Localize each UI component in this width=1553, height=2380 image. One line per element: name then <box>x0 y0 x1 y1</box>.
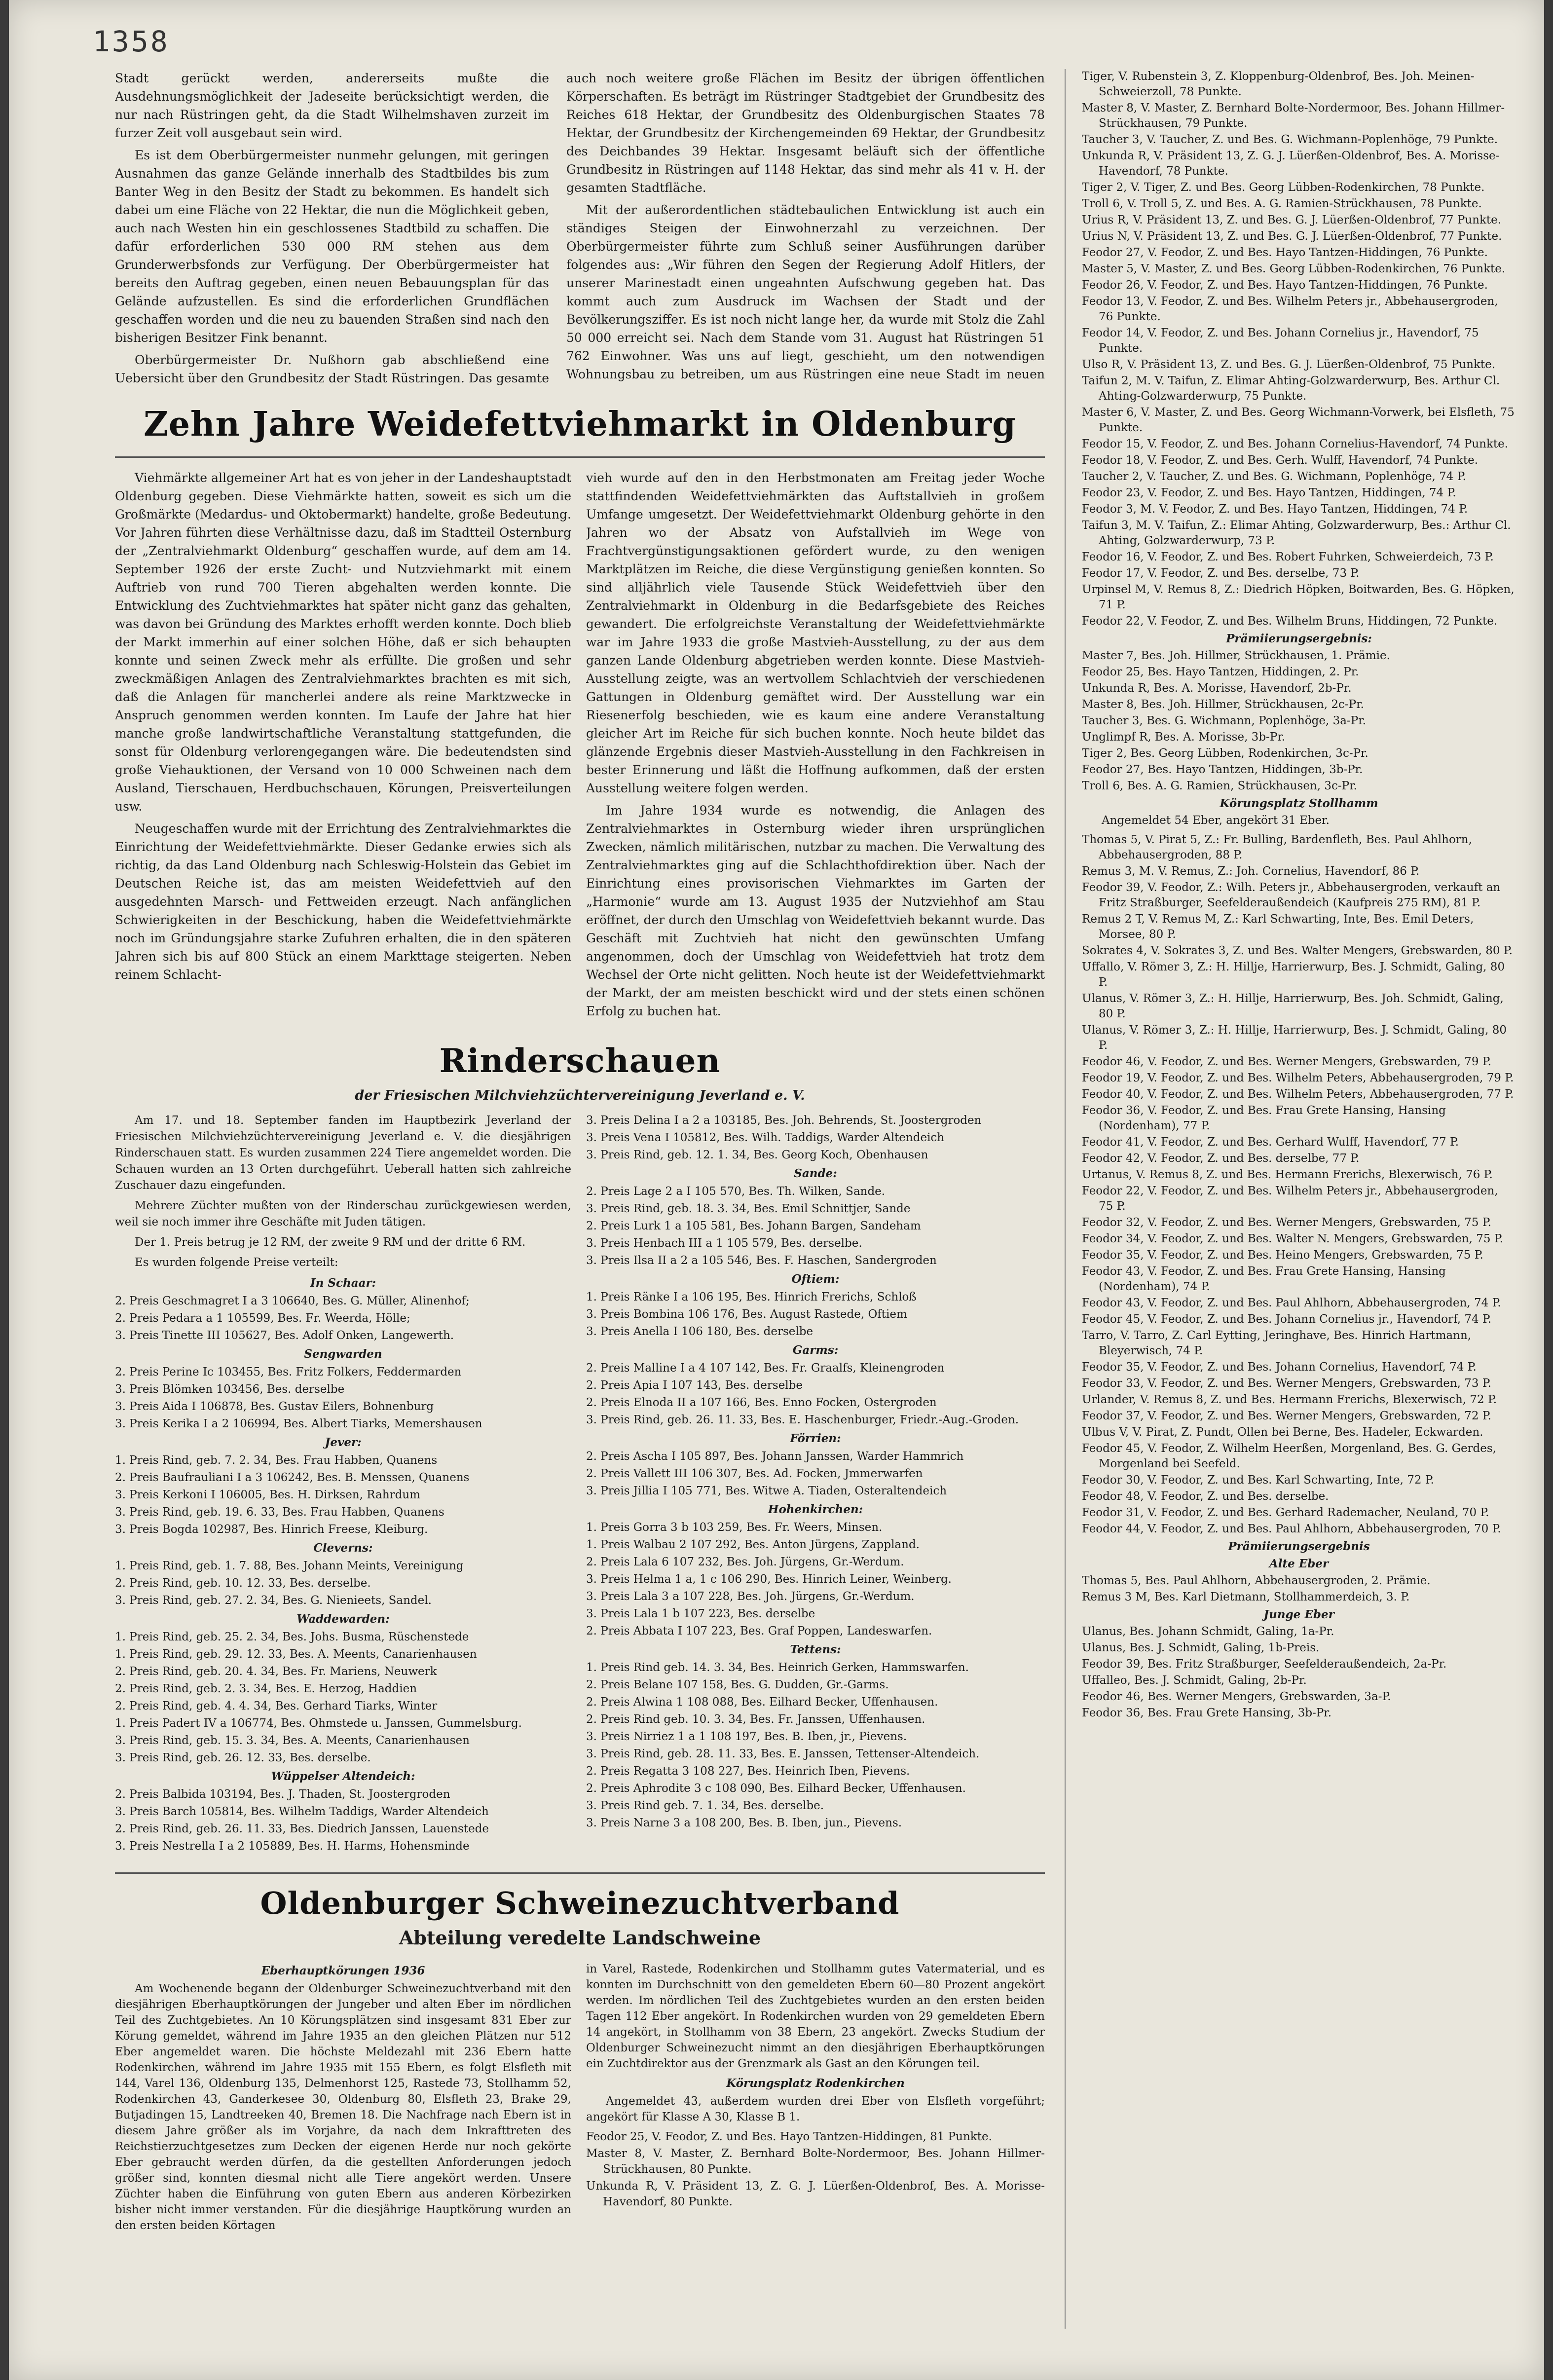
list-entry: Feodor 44, V. Feodor, Z. und Bes. Paul Ahlhorn, Abbehausergroden, 70 P. <box>1082 1523 1501 1535</box>
list-entry: Feodor 31, V. Feodor, Z. und Bes. Gerhard Rademacher, Neuland, 70 P. <box>1082 1506 1489 1519</box>
paragraph: Es ist dem Oberbürgermeister nunmehr gelungen, mit geringen Ausnahmen das ganze Gelände innerhalb des Stadtbildes bis zum Banter Weg in den Besitz der Stadt zu bekommen. Es handelt sich dabei um eine Fläche von 22 Hektar, die nun die Möglichkeit geben, auch nach Westen hin ein geschlossenes Stadtbild zu schaffen. Die dafür erforderlichen 530 000 RM stehen aus dem Grunderwerbsfonds zur Verfügung. Der Oberbürgermeister hat bereits den Auftrag gegeben, einen neuen Bebauungsplan für das Gelände aufzustellen. Es sind die erforderlichen Grundflächen geschaffen worden und die neu zu bauenden Straßen sind nach den bisherigen Besitzer Fink benannt. <box>115 148 549 345</box>
entry-list <box>115 1629 571 1766</box>
list-entry: 3. Preis Nestrella I a 2 105889, Bes. H. Harms, Hohensminde <box>115 1840 470 1853</box>
list-entry: Feodor 39, Bes. Fritz Straßburger, Seefelderaußendeich, 2a-Pr. <box>1082 1658 1447 1671</box>
paragraph: Angemeldet 54 Eber, angekört 31 Eber. <box>1102 814 1330 827</box>
list-entry: Feodor 46, Bes. Werner Mengers, Grebswarden, 3a-P. <box>1082 1690 1391 1703</box>
list-entry: 1. Preis Ränke I a 106 195, Bes. Hinrich Frerichs, Schloß <box>586 1291 917 1303</box>
list-entry: 2. Preis Malline I a 4 107 142, Bes. Fr. Graalfs, Kleinengroden <box>586 1362 945 1375</box>
entry-list <box>586 1184 1045 1269</box>
entry-list <box>586 2129 1045 2210</box>
entry-list <box>115 1364 571 1432</box>
list-entry: Tarro, V. Tarro, Z. Carl Eytting, Jeringhave, Bes. Hinrich Hartmann, Bleyerwisch, 74 P. <box>1082 1329 1472 1357</box>
list-entry: Uffalleo, Bes. J. Schmidt, Galing, 2b-Pr. <box>1082 1674 1307 1687</box>
headline-weidefettviehmarkt: Zehn Jahre Weidefettviehmarkt in Oldenburg <box>144 405 1016 444</box>
newspaper-page <box>9 0 1544 2380</box>
list-entry: 3. Preis Helma 1 a, 1 c 106 290, Bes. Hinrich Leiner, Weinberg. <box>586 1573 952 1586</box>
list-entry: Troll 6, V. Troll 5, Z. und Bes. A. G. Ramien-Strückhausen, 78 Punkte. <box>1082 197 1482 210</box>
list-entry: Feodor 22, V. Feodor, Z. und Bes. Wilhelm Bruns, Hiddingen, 72 Punkte. <box>1082 615 1498 628</box>
list-entry: Remus 2 T, V. Remus M, Z.: Karl Schwarting, Inte, Bes. Emil Deters, Morsee, 80 P. <box>1082 913 1474 941</box>
entry-list <box>586 1360 1045 1428</box>
list-entry: Feodor 48, V. Feodor, Z. und Bes. derselbe. <box>1082 1490 1329 1503</box>
list-entry: Feodor 40, V. Feodor, Z. und Bes. Wilhelm Peters, Abbehausergroden, 77 P. <box>1082 1088 1514 1101</box>
entry-list <box>1082 648 1516 794</box>
list-entry: Master 6, V. Master, Z. und Bes. Georg Wichmann-Vorwerk, bei Elsfleth, 75 Punkte. <box>1082 406 1515 434</box>
list-entry: Master 5, V. Master, Z. und Bes. Georg Lübben-Rodenkirchen, 76 Punkte. <box>1082 262 1506 275</box>
list-entry: Feodor 19, V. Feodor, Z. und Bes. Wilhelm Peters, Abbehausergroden, 79 P. <box>1082 1072 1514 1084</box>
list-entry: 1. Preis Rind, geb. 25. 2. 34, Bes. Johs. Busma, Rüschenstede <box>115 1631 469 1643</box>
list-entry: Feodor 43, V. Feodor, Z. und Bes. Frau Grete Hansing, Hansing (Nordenham), 74 P. <box>1082 1265 1446 1293</box>
list-entry: Feodor 36, Bes. Frau Grete Hansing, 3b-Pr. <box>1082 1707 1332 1719</box>
list-entry: Feodor 39, V. Feodor, Z.: Wilh. Peters jr., Abbehausergroden, verkauft an Fritz Straßburger, Seefelderaußendeich (Kaufpreis 275 RM), 81 P. <box>1082 881 1501 909</box>
list-entry: Feodor 22, V. Feodor, Z. und Bes. Wilhelm Peters jr., Abbehausergroden, 75 P. <box>1082 1185 1498 1213</box>
entry-list <box>586 1113 1045 1163</box>
list-entry: Feodor 14, V. Feodor, Z. und Bes. Johann Cornelius jr., Havendorf, 75 Punkte. <box>1082 327 1479 355</box>
right-listing-column <box>1082 69 1516 2339</box>
weidefett-left-column <box>115 469 571 1019</box>
location-heading: Tettens: <box>790 1643 841 1656</box>
subhead-rinderschauen: der Friesischen Milchviehzüchtervereinigung Jeverland e. V. <box>355 1088 805 1103</box>
list-entry: 2. Preis Geschmagret I a 3 106640, Bes. G. Müller, Alinenhof; <box>115 1295 470 1307</box>
column-divider <box>1065 69 1066 2329</box>
list-entry: 3. Preis Rind, geb. 18. 3. 34, Bes. Emil Schnittjer, Sande <box>586 1202 911 1215</box>
list-entry: Feodor 13, V. Feodor, Z. und Bes. Wilhelm Peters jr., Abbehausergroden, 76 Punkte. <box>1082 295 1498 323</box>
entry-list <box>1082 69 1516 629</box>
top-left-article <box>115 69 549 385</box>
paragraph: Stadt gerückt werden, andererseits mußte die Ausdehnungsmöglichkeit der Jadeseite berücksichtigt werden, die nur nach Rüstringen geht, da die Stadt Wilhelmshaven zurzeit im furzer Zeit voll ausgebaut sein wird. <box>115 71 549 140</box>
list-entry: 2. Preis Apia I 107 143, Bes. derselbe <box>586 1379 803 1392</box>
paragraph: auch noch weitere große Flächen im Besitz der übrigen öffentlichen Körperschaften. Es beträgt im Rüstringer Stadtgebiet der Grundbesitz des Reiches 618 Hektar, der Grundbesitz des Oldenburgischen Staates 78 Hektar, der Grundbesitz der Kirchengemeinden 69 Hektar, der Grundbesitz des Deichbandes 39 Hektar. Insgesamt beläuft sich der öffentliche Grundbesitz in Rüstringen auf 1148 Hektar, das sind mehr als 41 v. H. der gesamten Stadtfläche. <box>566 71 1045 195</box>
rinder-left-column <box>115 1113 571 1867</box>
location-heading: Förrien: <box>790 1432 841 1445</box>
list-entry: Tiger 2, Bes. Georg Lübben, Rodenkirchen, 3c-Pr. <box>1082 747 1368 760</box>
entry-list <box>586 1289 1045 1340</box>
list-entry: Feodor 25, Bes. Hayo Tantzen, Hiddingen, 2. Pr. <box>1082 666 1359 678</box>
location-heading: Garms: <box>792 1343 839 1357</box>
list-entry: 1. Preis Rind, geb. 1. 7. 88, Bes. Johann Meints, Vereinigung <box>115 1560 464 1572</box>
headline-rinderschauen: Rinderschauen <box>439 1041 721 1080</box>
paragraph: in Varel, Rastede, Rodenkirchen und Stollhamm gutes Vatermaterial, und es konnten im Durchschnitt von den gemeldeten Ebern 60—80 Prozent angekört werden. Im nördlichen Teil des Zuchtgebietes wurden an den ersten beiden Tagen 112 Eber angekört. In Rodenkirchen wurden von 29 gemeldeten Ebern 14 angekört, in Stollhamm von 38 Ebern, 23 angekört. Zwecks Studium der Oldenburger Schweinezucht nimmt an den diesjährigen Eberhauptkörungen ein Zuchtdirektor aus der Grenzmark als Gast an den Körungen teil. <box>586 1963 1045 2070</box>
list-entry: 3. Preis Narne 3 a 108 200, Bes. B. Iben, jun., Pievens. <box>586 1817 902 1829</box>
list-entry: 2. Preis Balbida 103194, Bes. J. Thaden, St. Joostergroden <box>115 1788 450 1801</box>
list-entry: Urius R, V. Präsident 13, Z. und Bes. G. J. Lüerßen-Oldenbrof, 77 Punkte. <box>1082 214 1502 226</box>
top-middle-article <box>566 69 1045 385</box>
list-entry: 2. Preis Abbata I 107 223, Bes. Graf Poppen, Landeswarfen. <box>586 1625 932 1637</box>
list-entry: Feodor 45, V. Feodor, Z. und Bes. Johann Cornelius jr., Havendorf, 74 P. <box>1082 1313 1492 1326</box>
schwein-left-column <box>115 1961 571 2346</box>
list-entry: Feodor 35, V. Feodor, Z. und Bes. Heino Mengers, Grebswarden, 75 P. <box>1082 1249 1483 1262</box>
entry-list <box>115 1452 571 1538</box>
list-entry: 3. Preis Rind, geb. 15. 3. 34, Bes. A. Meents, Canarienhausen <box>115 1734 470 1747</box>
list-entry: 3. Preis Anella I 106 180, Bes. derselbe <box>586 1325 813 1338</box>
list-entry: Feodor 33, V. Feodor, Z. und Bes. Werner Mengers, Grebswarden, 73 P. <box>1082 1377 1491 1390</box>
list-entry: 3. Preis Rind, geb. 19. 6. 33, Bes. Frau Habben, Quanens <box>115 1506 444 1519</box>
list-entry: 1. Preis Rind geb. 14. 3. 34, Bes. Heinrich Gerken, Hammswarfen. <box>586 1661 969 1674</box>
list-entry: 3. Preis Rind, geb. 12. 1. 34, Bes. Georg Koch, Obenhausen <box>586 1149 928 1161</box>
list-entry: 3. Preis Lala 3 a 107 228, Bes. Joh. Jürgens, Gr.-Werdum. <box>586 1590 915 1603</box>
list-entry: 3. Preis Tinette III 105627, Bes. Adolf Onken, Langewerth. <box>115 1329 454 1342</box>
entry-list <box>586 1520 1045 1639</box>
list-entry: Feodor 34, V. Feodor, Z. und Bes. Walter N. Mengers, Grebswarden, 75 P. <box>1082 1232 1503 1245</box>
list-entry: Feodor 3, M. V. Feodor, Z. und Bes. Hayo Tantzen, Hiddingen, 74 P. <box>1082 503 1468 516</box>
list-entry: 3. Preis Rind, geb. 26. 12. 33, Bes. derselbe. <box>115 1751 371 1764</box>
list-entry: Feodor 18, V. Feodor, Z. und Bes. Gerh. Wulff, Havendorf, 74 Punkte. <box>1082 454 1479 467</box>
list-entry: 3. Preis Ilsa II a 2 a 105 546, Bes. F. Haschen, Sandergroden <box>586 1254 937 1267</box>
list-entry: Feodor 27, V. Feodor, Z. und Bes. Hayo Tantzen-Hiddingen, 76 Punkte. <box>1082 246 1488 259</box>
schwein-right-column <box>586 1961 1045 2346</box>
list-entry: 3. Preis Bombina 106 176, Bes. August Rastede, Oftiem <box>586 1308 907 1321</box>
list-entry: Taucher 3, V. Taucher, Z. und Bes. G. Wichmann-Poplenhöge, 79 Punkte. <box>1082 133 1498 146</box>
list-entry: Feodor 26, V. Feodor, Z. und Bes. Hayo Tantzen-Hiddingen, 76 Punkte. <box>1082 279 1488 292</box>
list-entry: 3. Preis Rind, geb. 28. 11. 33, Bes. E. Janssen, Tettenser-Altendeich. <box>586 1748 980 1760</box>
list-entry: 2. Preis Belane 107 158, Bes. G. Dudden, Gr.-Garms. <box>586 1678 889 1691</box>
list-entry: 3. Preis Jillia I 105 771, Bes. Witwe A. Tiaden, Osteraltendeich <box>586 1485 947 1497</box>
paragraph: Am Wochenende begann der Oldenburger Schweinezuchtverband mit den diesjährigen Eberhauptkörungen der Jungeber und alten Eber im nördlichen Teil des Zuchtgebietes. An 10 Körungsplätzen sind insgesamt 831 Eber zur Körung gemeldet, während im Jahre 1935 an den gleichen Plätzen nur 512 Eber angemeldet waren. Die höchste Meldezahl mit 236 Ebern hatte Rodenkirchen, während im Jahre 1935 mit 155 Ebern, es folgt Elsfleth mit 144, Varel 136, Oldenburg 135, Delmenhorst 125, Rastede 73, Stollhamm 52, Rodenkirchen 43, Ganderkesee 30, Oldenburg 80, Elsfleth 23, Brake 29, Butjadingen 15, Landtreeken 40, Bremen 18. Die Nachfrage nach Ebern ist in diesem Jahre größer als im Vorjahre, da nach dem Inkrafttreten des Reichstierzuchtgesetzes zum Decken der eigenen Herde nur noch gekörte Eber gebraucht werden dürfen, da die gestellten Anforderungen jedoch größer sind, konnten diesmal nicht alle Tiere angekört werden. Unsere Züchter haben die Einführung von guten Ebern aus anderen Körbezirken bisher nicht immer verstanden. Für die diesjährige Hauptkörung wurden an den ersten beiden Körtagen <box>115 1982 571 2232</box>
location-heading: Sengwarden <box>304 1347 382 1361</box>
subhead-schweinezucht: Abteilung veredelte Landschweine <box>399 1927 761 1949</box>
kicker: Eberhauptkörungen 1936 <box>261 1964 425 1977</box>
list-entry: Feodor 42, V. Feodor, Z. und Bes. derselbe, 77 P. <box>1082 1152 1360 1165</box>
paragraph: Neugeschaffen wurde mit der Errichtung des Zentralviehmarktes die Einrichtung der Weidefettviehmärkte. Dieser Gedanke erwies sich als richtig, da das Land Oldenburg nach Schleswig-Holstein das Gebiet im Deutschen Reiche ist, das am meisten Weidefettvieh auf den ausgedehnten Marsch- und Fettweiden erzeugt. Nach anfänglichen Schwierigkeiten in der Beschickung, haben die Weidefettviehmärkte noch im Gründungsjahre starke Zufuhren erhalten, die in den späteren Jahren sich bis auf 800 Stück an einem Markttage steigerten. Neben reinem Schlacht- <box>115 821 571 982</box>
paragraph: vieh wurde auf den in den Herbstmonaten am Freitag jeder Woche stattfindenden Weidefettviehmärkten das Auftstallvieh in großem Umfange umgesetzt. Der Weidefettviehmarkt Oldenburg gehörte in den Jahren wo der Absatz von Aufstallvieh im Wege von Frachtvergünstigungsaktionen gefördert wurde, zu den wenigen Marktplätzen im Reiche, die diese Vergünstigung genießen konnten. So sind alljährlich viele Tausende Stück Weidefettvieh über den Zentralviehmarkt in Oldenburg in die Bedarfsgebiete des Reiches gewandert. Die erfolgreichste Veranstaltung der Weidefettviehmärkte war im Jahre 1933 die große Mastvieh-Ausstellung, zu der aus dem ganzen Lande Oldenburg abgetrieben werden konnte. Diese Mastvieh-Ausstellung zeigte, was an wertvollem Schlachtvieh der verschiedenen Gattungen in Oldenburg gemäftet wird. Der Ausstellung war ein Riesenerfolg beschieden, wie es kaum eine andere Veranstaltung gleicher Art im Reiche für sich buchen konnte. Noch heute bildet das glänzende Ergebnis dieser Mastvieh-Ausstellung in den Fachkreisen in bester Erinnerung und läßt die Hoffnung aufkommen, daß der ersten Ausstellung weitere folgen werden. <box>586 471 1045 795</box>
location-heading: Oftiem: <box>791 1272 840 1286</box>
list-entry: 3. Preis Aida I 106878, Bes. Gustav Eilers, Bohnenburg <box>115 1400 434 1413</box>
paragraph: Mit der außerordentlichen städtebaulichen Entwicklung ist auch ein ständiges Steigen der Einwohnerzahl zu verzeichnen. Der Oberbürgermeister führte zum Schluß seiner Ausführungen darüber folgendes aus: „Wir führen den Segen der Regierung Adolf Hitlers, der unserer Marinestadt einen ungeahnten Aufschwung gegeben hat. Das kommt auch zum Ausdruck im Wachsen der Stadt und der Bevölkerungsziffer. Es ist noch nicht lange her, da wurde mit Stolz die Zahl 50 000 erreicht sei. Nach dem Stande vom 31. August hat Rüstringen 51 762 Einwohner. Was uns auf liegt, geschieht, um den notwendigen Wohnungsbau zu betreiben, um aus Rüstringen eine neue Stadt im neuen <box>566 203 1045 381</box>
location-heading: Sande: <box>794 1167 837 1180</box>
list-entry: Unkunda R, V. Präsident 13, Z. G. J. Lüerßen-Oldenbrof, Bes. A. Morisse-Havendorf, 78 Punkte. <box>1082 149 1500 178</box>
list-entry: 2. Preis Lala 6 107 232, Bes. Joh. Jürgens, Gr.-Werdum. <box>586 1556 904 1568</box>
list-entry: 1. Preis Walbau 2 107 292, Bes. Anton Jürgens, Zappland. <box>586 1538 920 1551</box>
list-entry: Feodor 23, V. Feodor, Z. und Bes. Hayo Tantzen, Hiddingen, 74 P. <box>1082 486 1456 499</box>
list-entry: 2. Preis Elnoda II a 107 166, Bes. Enno Focken, Ostergroden <box>586 1396 937 1409</box>
list-entry: 2. Preis Ascha I 105 897, Bes. Johann Janssen, Warder Hammrich <box>586 1450 964 1463</box>
location-heading: Jever: <box>325 1436 362 1449</box>
list-entry: 3. Preis Vena I 105812, Bes. Wilh. Taddigs, Warder Altendeich <box>586 1131 945 1144</box>
list-entry: Master 8, V. Master, Z. Bernhard Bolte-Nordermoor, Bes. Johann Hillmer-Strückhausen, 79 Punkte. <box>1082 102 1505 130</box>
list-entry: Thomas 5, Bes. Paul Ahlhorn, Abbehausergroden, 2. Prämie. <box>1082 1574 1431 1587</box>
list-entry: 2. Preis Rind, geb. 4. 4. 34, Bes. Gerhard Tiarks, Winter <box>115 1700 438 1712</box>
list-entry: 2. Preis Rind, geb. 26. 11. 33, Bes. Diedrich Janssen, Lauenstede <box>115 1822 489 1835</box>
paragraph: Im Jahre 1934 wurde es notwendig, die Anlagen des Zentralviehmarktes in Osternburg wieder ihren ursprünglichen Zwecken, nämlich militärischen, nutzbar zu machen. Die Verwaltung des Zentralviehmarktes ging auf die Schlachthofdirektion über. Nach der Einrichtung eines provisorischen Viehmarktes im Garten der „Harmonie“ wurde am 13. August 1935 der Nutzviehhof am Stau eröffnet, der durch den Umschlag von Weidefettvieh bekannt wurde. Das Geschäft mit Zuchtvieh hat nicht den gewünschten Umfang angenommen, doch der Umschlag von Weidefettvieh hat trotz dem Wechsel der Orte nicht gelitten. Noch heute ist der Weidefettviehmarkt der Markt, der am meisten beschickt wird und der stets einen schönen Erfolg zu buchen hat. <box>586 803 1045 1018</box>
location-heading: Körungsplatz Rodenkirchen <box>726 2077 905 2090</box>
list-entry: Feodor 25, V. Feodor, Z. und Bes. Hayo Tantzen-Hiddingen, 81 Punkte. <box>586 2130 992 2143</box>
location-heading: In Schaar: <box>310 1276 376 1290</box>
list-entry: Unkunda R, V. Präsident 13, Z. G. J. Lüerßen-Oldenbrof, Bes. A. Morisse-Havendorf, 80 Punkte. <box>586 2180 1045 2208</box>
list-entry: Feodor 45, V. Feodor, Z. Wilhelm Heerßen, Morgenland, Bes. G. Gerdes, Morgenland bei Seefeld. <box>1082 1442 1496 1470</box>
list-entry: Feodor 27, Bes. Hayo Tantzen, Hiddingen, 3b-Pr. <box>1082 763 1363 776</box>
list-entry: 2. Preis Aphrodite 3 c 108 090, Bes. Eilhard Becker, Uffenhausen. <box>586 1782 966 1795</box>
list-entry: 2. Preis Alwina 1 108 088, Bes. Eilhard Becker, Uffenhausen. <box>586 1696 938 1709</box>
list-entry: Taifun 2, M. V. Taifun, Z. Elimar Ahting-Golzwarderwurp, Bes. Arthur Cl. Ahting-Golzwarderwurp, 75 Punkte. <box>1082 374 1500 403</box>
list-entry: 3. Preis Barch 105814, Bes. Wilhelm Taddigs, Warder Altendeich <box>115 1805 489 1818</box>
list-entry: 3. Preis Lala 1 b 107 223, Bes. derselbe <box>586 1607 815 1620</box>
list-entry: 3. Preis Bogda 102987, Bes. Hinrich Freese, Kleiburg. <box>115 1523 428 1536</box>
list-entry: Master 7, Bes. Joh. Hillmer, Strückhausen, 1. Prämie. <box>1082 649 1390 662</box>
paragraph: Am 17. und 18. September fanden im Hauptbezirk Jeverland der Friesischen Milchviehzüchtervereinigung Jeverland e. V. die diesjährigen Rinderschauen statt. Es wurden zusammen 224 Tiere angemeldet worden. Die Schauen wurden an 13 Orten durchgeführt. Ueberall hatten sich zahlreiche Zuschauer dazu eingefunden. <box>115 1114 571 1192</box>
list-entry: Uffallo, V. Römer 3, Z.: H. Hillje, Harrierwurp, Bes. J. Schmidt, Galing, 80 P. <box>1082 961 1505 989</box>
paragraph: Viehmärkte allgemeiner Art hat es von jeher in der Landeshauptstadt Oldenburg gegeben. Diese Viehmärkte hatten, soweit es sich um die Großmärkte (Medardus- und Oktobermarkt) handelte, große Bedeutung. Vor Jahren führten diese Verhältnisse dazu, daß im Stadtteil Osternburg der „Zentralviehmarkt Oldenburg“ geschaffen wurde, auf dem am 14. September 1926 der erste Zucht- und Nutzviehmarkt mit einem Auftrieb von rund 700 Tieren abgehalten werden konnte. Die Entwicklung des Zuchtviehmarktes hat später nicht ganz das gehalten, was davon bei Gründung des Marktes erhofft werden konnte. Doch blieb der Markt immerhin auf einer solchen Höhe, daß er sich behaupten konnte und seinen Zweck mehr als erfüllte. Die großen und sehr zweckmäßigen Anlagen des Zentralviehmarktes brachten es mit sich, daß die Anlagen für mancherlei andere als reine Marktzwecke in Anspruch genommen werden konnten. Im Laufe der Jahre hat hier manche große landwirtschaftliche Veranstaltung stattgefunden, die sonst für Oldenburg verlorengegangen wäre. Die bedeutendsten sind große Viehauktionen, der Versand von 10 000 Schweinen nach dem Ausland, Tierschauen, Herdbuchschauen, Körungen, Preisverteilungen usw. <box>115 471 571 814</box>
list-entry: 2. Preis Pedara a 1 105599, Bes. Fr. Weerda, Hölle; <box>115 1312 410 1325</box>
list-entry: Feodor 16, V. Feodor, Z. und Bes. Robert Fuhrken, Schweierdeich, 73 P. <box>1082 551 1494 563</box>
list-entry: 2. Preis Regatta 3 108 227, Bes. Heinrich Iben, Pievens. <box>586 1765 910 1778</box>
list-entry: Taifun 3, M. V. Taifun, Z.: Elimar Ahting, Golzwarderwurp, Bes.: Arthur Cl. Ahting, Golzwarderwurp, 73 P. <box>1082 519 1511 547</box>
list-entry: 3. Preis Kerkoni I 106005, Bes. H. Dirksen, Rahrdum <box>115 1488 420 1501</box>
location-heading: Wüppelser Altendeich: <box>271 1770 415 1783</box>
headline-rule <box>115 456 1045 458</box>
location-heading: Waddewarden: <box>296 1612 390 1626</box>
list-entry: Urpinsel M, V. Remus 8, Z.: Diedrich Höpken, Boitwarden, Bes. G. Höpken, 71 P. <box>1082 583 1515 611</box>
list-entry: Feodor 30, V. Feodor, Z. und Bes. Karl Schwarting, Inte, 72 P. <box>1082 1474 1434 1487</box>
list-entry: 3. Preis Nirriez 1 a 1 108 197, Bes. B. Iben, jr., Pievens. <box>586 1730 907 1743</box>
list-entry: Ulanus, V. Römer 3, Z.: H. Hillje, Harrierwurp, Bes. J. Schmidt, Galing, 80 P. <box>1082 1024 1507 1052</box>
paragraph: Es wurden folgende Preise verteilt: <box>135 1256 338 1269</box>
location-heading: Hohenkirchen: <box>768 1503 863 1516</box>
list-entry: 3. Preis Kerika I a 2 106994, Bes. Albert Tiarks, Memershausen <box>115 1417 482 1430</box>
list-entry: Feodor 46, V. Feodor, Z. und Bes. Werner Mengers, Grebswarden, 79 P. <box>1082 1055 1491 1068</box>
list-entry: 1. Preis Rind, geb. 29. 12. 33, Bes. A. Meents, Canarienhausen <box>115 1648 477 1661</box>
list-entry: Ulanus, Bes. J. Schmidt, Galing, 1b-Preis. <box>1082 1641 1320 1654</box>
list-entry: Feodor 36, V. Feodor, Z. und Bes. Frau Grete Hansing, Hansing (Nordenham), 77 P. <box>1082 1104 1446 1132</box>
paragraph: Oberbürgermeister Dr. Nußhorn gab abschließend eine Uebersicht über den Grundbesitz der Stadt Rüstringen. Das gesamte <box>115 353 549 385</box>
entry-list <box>1082 1573 1516 1605</box>
list-entry: Unglimpf R, Bes. A. Morisse, 3b-Pr. <box>1082 731 1286 744</box>
section-rule <box>115 1872 1045 1874</box>
list-entry: Ulso R, V. Präsident 13, Z. und Bes. G. J. Lüerßen-Oldenbrof, 75 Punkte. <box>1082 358 1496 371</box>
paragraph: Angemeldet 43, außerdem wurden drei Eber von Elsfleth vorgeführt; angekört für Klasse A 30, Klasse B 1. <box>586 2095 1045 2123</box>
list-entry: Feodor 17, V. Feodor, Z. und Bes. derselbe, 73 P. <box>1082 567 1360 580</box>
page-number: 1358 <box>93 25 170 58</box>
list-entry: 3. Preis Rind geb. 7. 1. 34, Bes. derselbe. <box>586 1799 824 1812</box>
list-entry: 2. Preis Lage 2 a I 105 570, Bes. Th. Wilken, Sande. <box>586 1185 886 1198</box>
class-heading: Junge Eber <box>1263 1608 1334 1621</box>
list-entry: Remus 3 M, Bes. Karl Dietmann, Stollhammerdeich, 3. P. <box>1082 1591 1410 1603</box>
entry-list <box>586 1449 1045 1499</box>
weidefett-right-column <box>586 469 1045 1019</box>
location-heading: Cleverns: <box>313 1541 373 1555</box>
list-entry: Tiger, V. Rubenstein 3, Z. Kloppenburg-Oldenbrof, Bes. Joh. Meinen-Schweierzoll, 78 Punkte. <box>1082 70 1475 98</box>
list-entry: 1. Preis Rind, geb. 7. 2. 34, Bes. Frau Habben, Quanens <box>115 1454 438 1467</box>
list-entry: 2. Preis Rind, geb. 10. 12. 33, Bes. derselbe. <box>115 1577 371 1590</box>
list-entry: Remus 3, M. V. Remus, Z.: Joh. Cornelius, Havendorf, 86 P. <box>1082 865 1420 878</box>
list-entry: 3. Preis Henbach III a 1 105 579, Bes. derselbe. <box>586 1237 862 1250</box>
location-heading: Körungsplatz Stollhamm <box>1220 797 1378 810</box>
list-entry: Feodor 37, V. Feodor, Z. und Bes. Werner Mengers, Grebswarden, 72 P. <box>1082 1410 1491 1422</box>
list-entry: Urlander, V. Remus 8, Z. und Bes. Hermann Frerichs, Blexerwisch, 72 P. <box>1082 1393 1497 1406</box>
list-entry: Taucher 2, V. Taucher, Z. und Bes. G. Wichmann, Poplenhöge, 74 P. <box>1082 470 1466 483</box>
list-entry: 1. Preis Gorra 3 b 103 259, Bes. Fr. Weers, Minsen. <box>586 1521 883 1534</box>
list-entry: Ulanus, V. Römer 3, Z.: H. Hillje, Harrierwurp, Bes. Joh. Schmidt, Galing, 80 P. <box>1082 992 1504 1020</box>
list-entry: Feodor 15, V. Feodor, Z. und Bes. Johann Cornelius-Havendorf, 74 Punkte. <box>1082 438 1509 450</box>
list-entry: Ulanus, Bes. Johann Schmidt, Galing, 1a-Pr. <box>1082 1625 1334 1638</box>
list-entry: Master 8, Bes. Joh. Hillmer, Strückhausen, 2c-Pr. <box>1082 698 1364 711</box>
entry-list <box>586 1660 1045 1831</box>
paragraph: Der 1. Preis betrug je 12 RM, der zweite 9 RM und der dritte 6 RM. <box>135 1236 526 1249</box>
list-entry: Urius N, V. Präsident 13, Z. und Bes. G. J. Lüerßen-Oldenbrof, 77 Punkte. <box>1082 230 1502 243</box>
entry-list <box>115 1786 571 1855</box>
list-entry: Tiger 2, V. Tiger, Z. und Bes. Georg Lübben-Rodenkirchen, 78 Punkte. <box>1082 181 1485 194</box>
list-entry: 3. Preis Delina I a 2 a 103185, Bes. Joh. Behrends, St. Joostergroden <box>586 1114 982 1127</box>
list-entry: Taucher 3, Bes. G. Wichmann, Poplenhöge, 3a-Pr. <box>1082 714 1366 727</box>
entry-list <box>1082 1624 1516 1721</box>
list-entry: 2. Preis Rind geb. 10. 3. 34, Bes. Fr. Janssen, Uffenhausen. <box>586 1713 925 1726</box>
list-entry: Feodor 35, V. Feodor, Z. und Bes. Johann Cornelius, Havendorf, 74 P. <box>1082 1361 1477 1374</box>
list-entry: 3. Preis Blömken 103456, Bes. derselbe <box>115 1383 345 1396</box>
list-entry: Master 8, V. Master, Z. Bernhard Bolte-Nordermoor, Bes. Johann Hillmer-Strückhausen, 80 Punkte. <box>586 2147 1045 2176</box>
rinder-right-column <box>586 1113 1045 1867</box>
list-entry: 2. Preis Baufrauliani I a 3 106242, Bes. B. Menssen, Quanens <box>115 1471 470 1484</box>
list-entry: 2. Preis Rind, geb. 20. 4. 34, Bes. Fr. Mariens, Neuwerk <box>115 1665 437 1678</box>
list-entry: 3. Preis Rind, geb. 27. 2. 34, Bes. G. Nienieets, Sandel. <box>115 1594 432 1607</box>
list-entry: 2. Preis Lurk 1 a 105 581, Bes. Johann Bargen, Sandeham <box>586 1220 921 1232</box>
result-heading: Prämiierungsergebnis <box>1228 1540 1370 1553</box>
list-entry: 2. Preis Vallett III 106 307, Bes. Ad. Focken, Jmmerwarfen <box>586 1467 923 1480</box>
list-entry: Troll 6, Bes. A. G. Ramien, Strückhausen, 3c-Pr. <box>1082 780 1357 792</box>
list-entry: Unkunda R, Bes. A. Morisse, Havendorf, 2b-Pr. <box>1082 682 1352 695</box>
entry-list <box>115 1558 571 1609</box>
list-entry: Feodor 41, V. Feodor, Z. und Bes. Gerhard Wulff, Havendorf, 77 P. <box>1082 1136 1459 1149</box>
paragraph: Mehrere Züchter mußten von der Rinderschau zurückgewiesen werden, weil sie noch immer ihre Geschäfte mit Juden tätigen. <box>115 1199 571 1228</box>
list-entry: Thomas 5, V. Pirat 5, Z.: Fr. Bulling, Bardenfleth, Bes. Paul Ahlhorn, Abbehausergroden, 88 P. <box>1082 833 1472 861</box>
list-entry: 2. Preis Perine Ic 103455, Bes. Fritz Folkers, Feddermarden <box>115 1366 462 1378</box>
list-entry: 1. Preis Padert IV a 106774, Bes. Ohmstede u. Janssen, Gummelsburg. <box>115 1717 522 1730</box>
entry-list <box>115 1293 571 1344</box>
list-entry: 3. Preis Rind, geb. 26. 11. 33, Bes. E. Haschenburger, Friedr.-Aug.-Groden. <box>586 1413 1019 1426</box>
list-entry: Feodor 32, V. Feodor, Z. und Bes. Werner Mengers, Grebswarden, 75 P. <box>1082 1216 1491 1229</box>
headline-schweinezucht: Oldenburger Schweinezuchtverband <box>260 1885 900 1921</box>
entry-list <box>1082 832 1516 1537</box>
result-heading: Prämiierungsergebnis: <box>1226 632 1372 645</box>
list-entry: Sokrates 4, V. Sokrates 3, Z. und Bes. Walter Mengers, Grebswarden, 80 P. <box>1082 944 1513 957</box>
list-entry: Feodor 43, V. Feodor, Z. und Bes. Paul Ahlhorn, Abbehausergroden, 74 P. <box>1082 1297 1501 1309</box>
list-entry: 2. Preis Rind, geb. 2. 3. 34, Bes. E. Herzog, Haddien <box>115 1682 417 1695</box>
list-entry: Ulbus V, V. Pirat, Z. Pundt, Ollen bei Berne, Bes. Hadeler, Eckwarden. <box>1082 1426 1483 1439</box>
class-heading: Alte Eber <box>1269 1557 1329 1570</box>
list-entry: Urtanus, V. Remus 8, Z. und Bes. Hermann Frerichs, Blexerwisch, 76 P. <box>1082 1168 1493 1181</box>
